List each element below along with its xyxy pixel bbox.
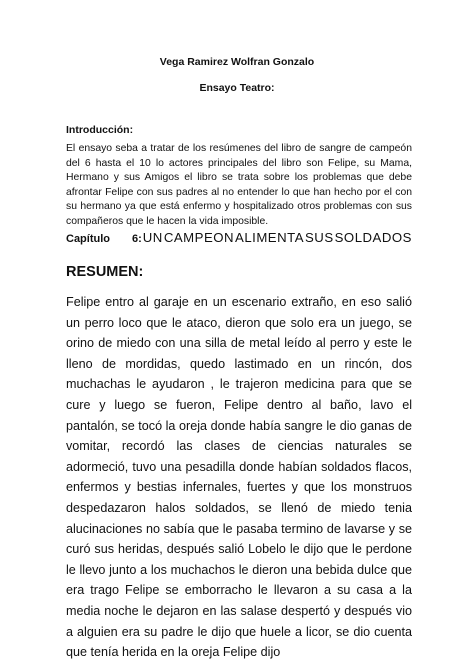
resumen-heading: RESUMEN:: [66, 264, 144, 280]
author-name: Vega Ramirez Wolfran Gonzalo: [159, 56, 315, 68]
introduction-heading: Introducción:: [66, 124, 134, 136]
resumen-paragraph: Felipe entro al garaje en un escenario extraño, en eso salió un perro loco que le ataco, dieron que solo era un juego, se orino de miedo con una silla de metal leído al perro y este le lleno de mordidas, quedo lastimado en un rincón, dos muchachas le ayudaron , le trajeron medicina para que se cure y luego se fueron, Felipe dentro al baño, lavo el pantalón, se tocó la oreja donde había sangre le dio ganas de vomitar, recordó las clases de ciencias naturales se adormeció, tuvo una pesadilla donde habían soldados flacos, enfermos y bestias infernales, fuertes y que los monstruos despedazaron halos soldados, se llenó de miedo tenia alucinaciones no sabía que le pasaba termino de lavarse y se curó sus heridas, después salió Lobelo le dijo que le perdone le llevo junto a los muchachos le dieron una bebida dulce que era trago Felipe se emborracho le llevaron a su casa a la media noche le dejaron en las salase despertó y después vio a alguien era su padre le dijo que huele a licor, se dio cuenta que tenía herida en la oreja Felipe dijo: [66, 295, 412, 660]
chapter-title-word: CAMPEON: [163, 230, 235, 245]
chapter-title-word: SOLDADOS: [334, 230, 412, 245]
introduction-paragraph: El ensayo seba a tratar de los resúmenes del libro de sangre de campeón del 6 hasta el 10 lo actores principales del libro son Felipe, su Mama, Hermano y sus Amigos el libro se trata sobre los problemas que debe afrontar Felipe con sus padres al no entender lo que han hecho por el con su hermano ya que está enfermo y hospitalizado otros problemas con sus compañeros que le hacen la vida imposible.: [66, 143, 412, 227]
document-subtitle: Ensayo Teatro:: [199, 82, 275, 94]
chapter-title-word: ALIMENTA: [235, 230, 305, 245]
chapter-title-word: UN: [142, 230, 163, 245]
chapter-heading: [66, 229, 412, 247]
chapter-number: 6:: [132, 233, 142, 245]
chapter-title-word: SUS: [305, 230, 334, 245]
chapter-label: Capítulo: [66, 233, 110, 245]
chapter-label-group: [66, 229, 142, 247]
